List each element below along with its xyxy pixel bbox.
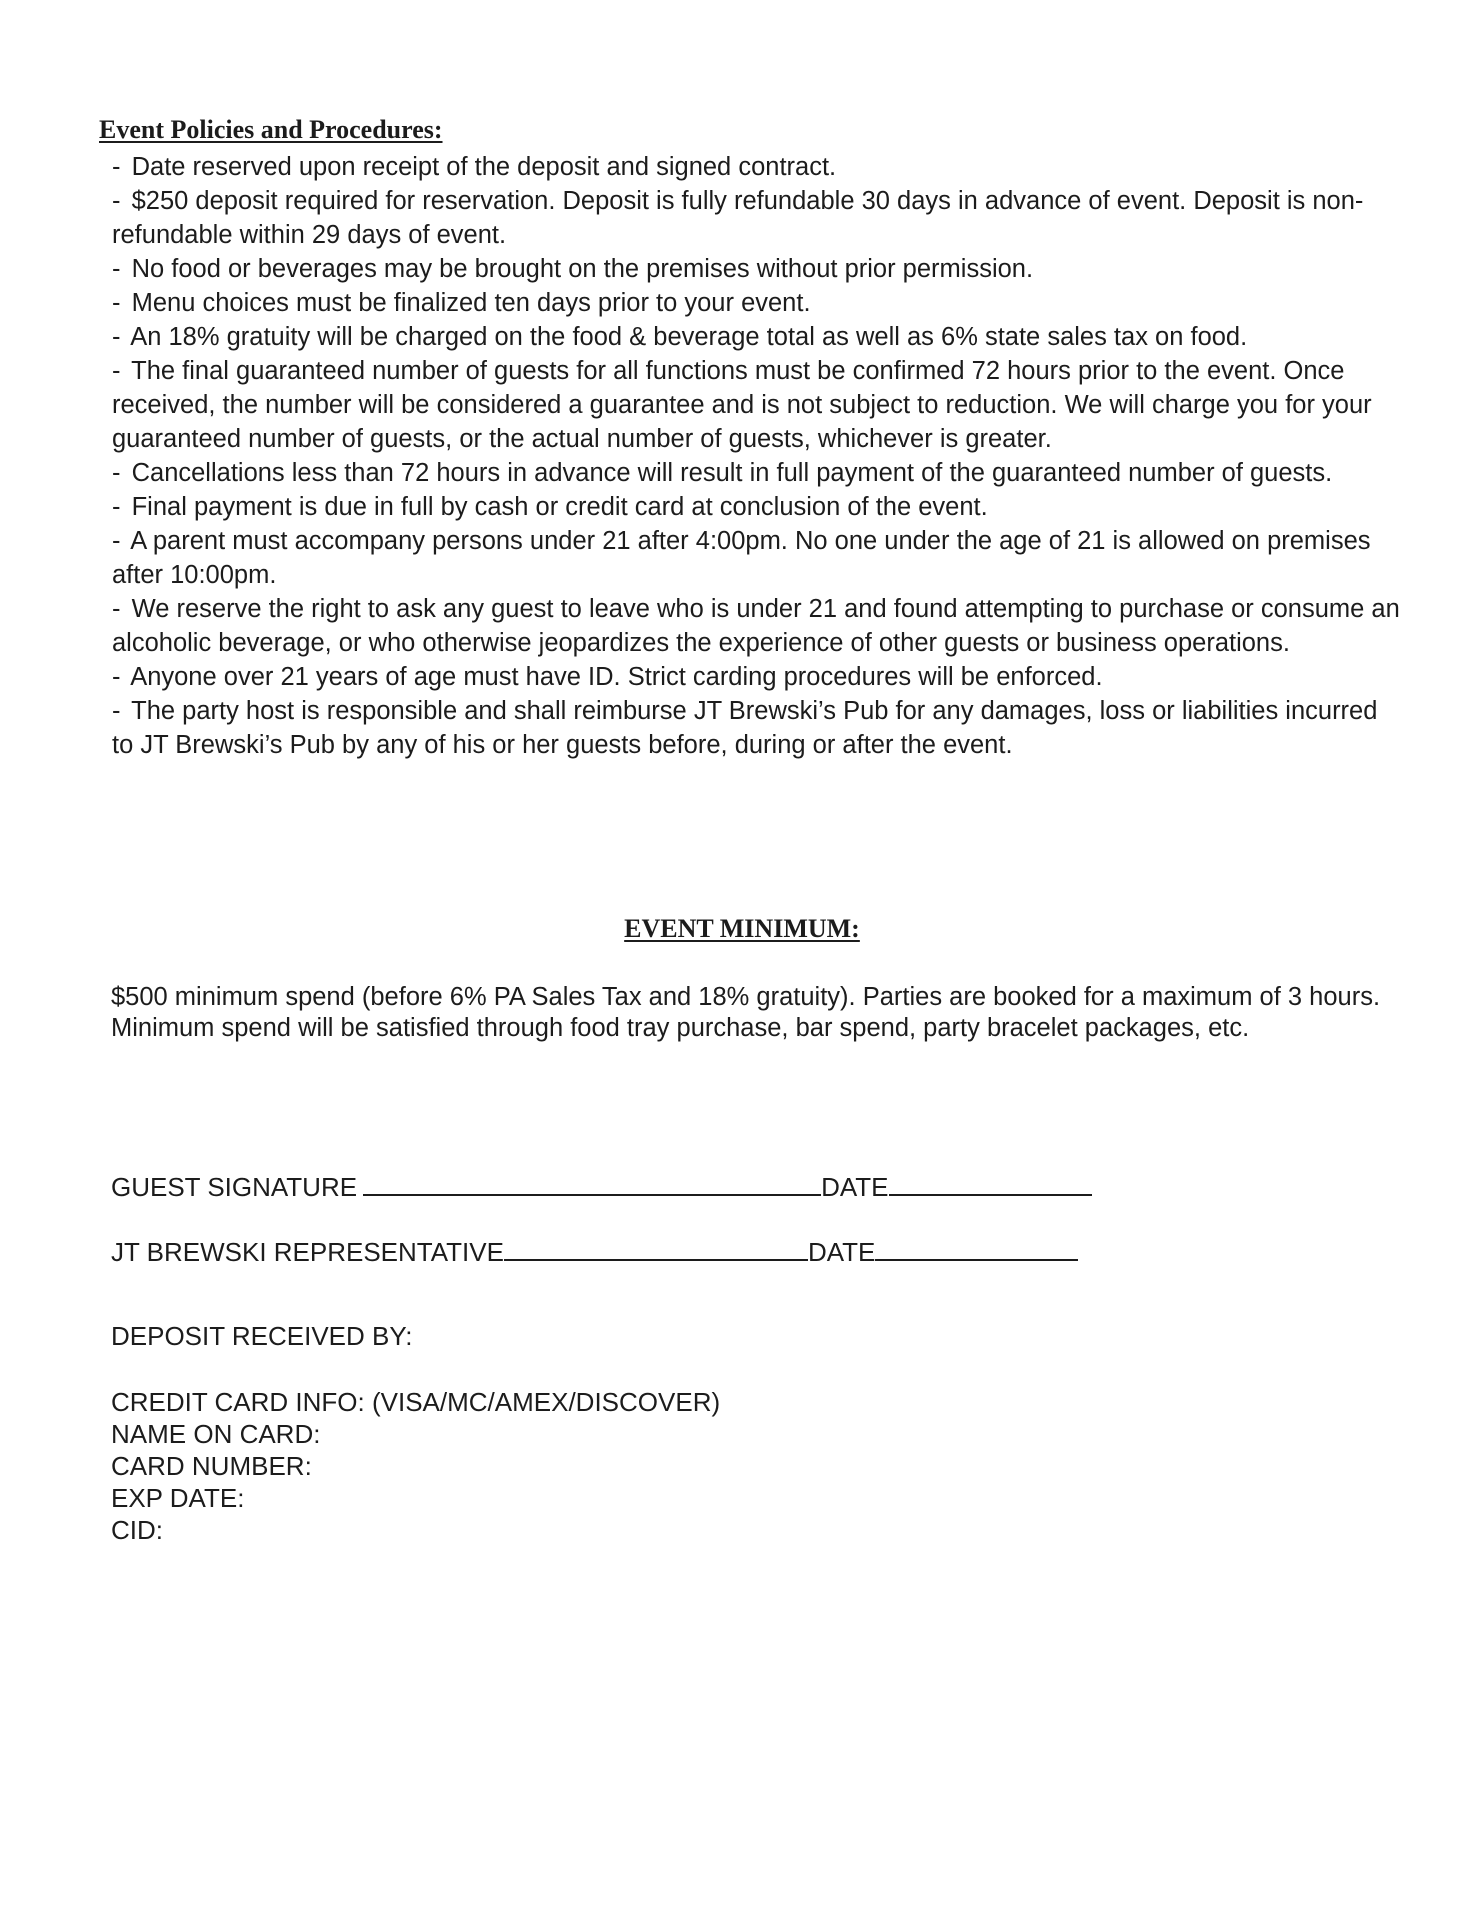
event-minimum-text: $500 minimum spend (before 6% PA Sales Tax and 18% gratuity). Parties are booked for a maximum of 3 hours. Minimum spend will be satisfied through food tray purchase, bar spend, party bracelet packages, etc. bbox=[111, 983, 1381, 1042]
bullet-dash: - bbox=[112, 527, 121, 555]
name-on-card-label: NAME ON CARD: bbox=[111, 1419, 321, 1449]
bullet-dash: - bbox=[112, 357, 121, 385]
bullet-dash: - bbox=[112, 493, 121, 521]
policy-text: We reserve the right to ask any guest to leave who is under 21 and found attempting to purchase or consume an alcoholic beverage, or who otherwise jeopardizes the experience of other guests or business operations. bbox=[112, 595, 1400, 657]
guest-signature-label: GUEST SIGNATURE bbox=[111, 1172, 358, 1202]
policy-text: Anyone over 21 years of age must have ID. Strict carding procedures will be enforced. bbox=[130, 663, 1103, 691]
credit-card-header: CREDIT CARD INFO: (VISA/MC/AMEX/DISCOVER) bbox=[111, 1387, 721, 1417]
bullet-dash: - bbox=[112, 595, 121, 623]
policy-text: $250 deposit required for reservation. Deposit is fully refundable 30 days in advance of event. Deposit is non-refundable within 29 days of event. bbox=[112, 187, 1364, 249]
credit-card-info bbox=[111, 1386, 720, 1546]
cid-label: CID: bbox=[111, 1515, 163, 1545]
policy-text: No food or beverages may be brought on the premises without prior permission. bbox=[131, 255, 1034, 283]
bullet-dash: - bbox=[112, 255, 121, 283]
policy-text: Final payment is due in full by cash or credit card at conclusion of the event. bbox=[131, 493, 988, 521]
guest-date-label: DATE bbox=[821, 1172, 889, 1202]
deposit-received-label: DEPOSIT RECEIVED BY: bbox=[111, 1321, 413, 1351]
policies-list bbox=[112, 150, 1402, 762]
policy-item bbox=[112, 184, 1402, 252]
bullet-dash: - bbox=[112, 187, 121, 215]
representative-signature-row bbox=[111, 1233, 1078, 1268]
bullet-dash: - bbox=[112, 153, 121, 181]
policy-text: Menu choices must be finalized ten days prior to your event. bbox=[131, 289, 811, 317]
policy-text: A parent must accompany persons under 21 after 4:00pm. No one under the age of 21 is allowed on premises after 10:00pm. bbox=[112, 527, 1371, 589]
bullet-dash: - bbox=[112, 663, 121, 691]
representative-date-label: DATE bbox=[807, 1237, 876, 1267]
policy-text: The party host is responsible and shall reimburse JT Brewski’s Pub for any damages, loss or liabilities incurred to JT Brewski’s Pub by any of his or her guests before, during or after the event. bbox=[112, 697, 1378, 759]
policy-item bbox=[112, 592, 1402, 660]
guest-signature-row bbox=[111, 1168, 1092, 1203]
policy-item bbox=[112, 660, 1402, 694]
policy-item bbox=[112, 286, 1402, 320]
policy-text: An 18% gratuity will be charged on the food & beverage total as well as 6% state sales tax on food. bbox=[130, 323, 1248, 351]
policy-item bbox=[112, 694, 1402, 762]
policy-text: Date reserved upon receipt of the deposit and signed contract. bbox=[131, 153, 837, 181]
card-number-label: CARD NUMBER: bbox=[111, 1451, 312, 1481]
guest-signature-line[interactable] bbox=[363, 1168, 821, 1196]
guest-date-line[interactable] bbox=[889, 1168, 1092, 1196]
policy-item bbox=[112, 252, 1402, 286]
policy-item bbox=[112, 320, 1402, 354]
representative-signature-line[interactable] bbox=[504, 1233, 808, 1261]
policies-heading: Event Policies and Procedures: bbox=[99, 115, 443, 144]
policy-item bbox=[112, 354, 1402, 456]
policy-item bbox=[112, 150, 1402, 184]
bullet-dash: - bbox=[112, 459, 121, 487]
bullet-dash: - bbox=[112, 323, 121, 351]
event-minimum-heading: EVENT MINIMUM: bbox=[624, 914, 860, 943]
representative-date-line[interactable] bbox=[875, 1233, 1078, 1261]
policy-item bbox=[112, 524, 1402, 592]
bullet-dash: - bbox=[112, 289, 121, 317]
policy-text: The final guaranteed number of guests for all functions must be confirmed 72 hours prior to the event. Once received, the number will be considered a guarantee and is not subject to reduction. We will charge you for your guaranteed number of guests, or the actual number of guests, whichever is greater. bbox=[112, 357, 1372, 453]
bullet-dash: - bbox=[112, 697, 121, 725]
policy-item bbox=[112, 456, 1402, 490]
representative-label: JT BREWSKI REPRESENTATIVE bbox=[111, 1237, 504, 1267]
policy-text: Cancellations less than 72 hours in advance will result in full payment of the guaranteed number of guests. bbox=[131, 459, 1333, 487]
exp-date-label: EXP DATE: bbox=[111, 1483, 245, 1513]
policy-item bbox=[112, 490, 1402, 524]
